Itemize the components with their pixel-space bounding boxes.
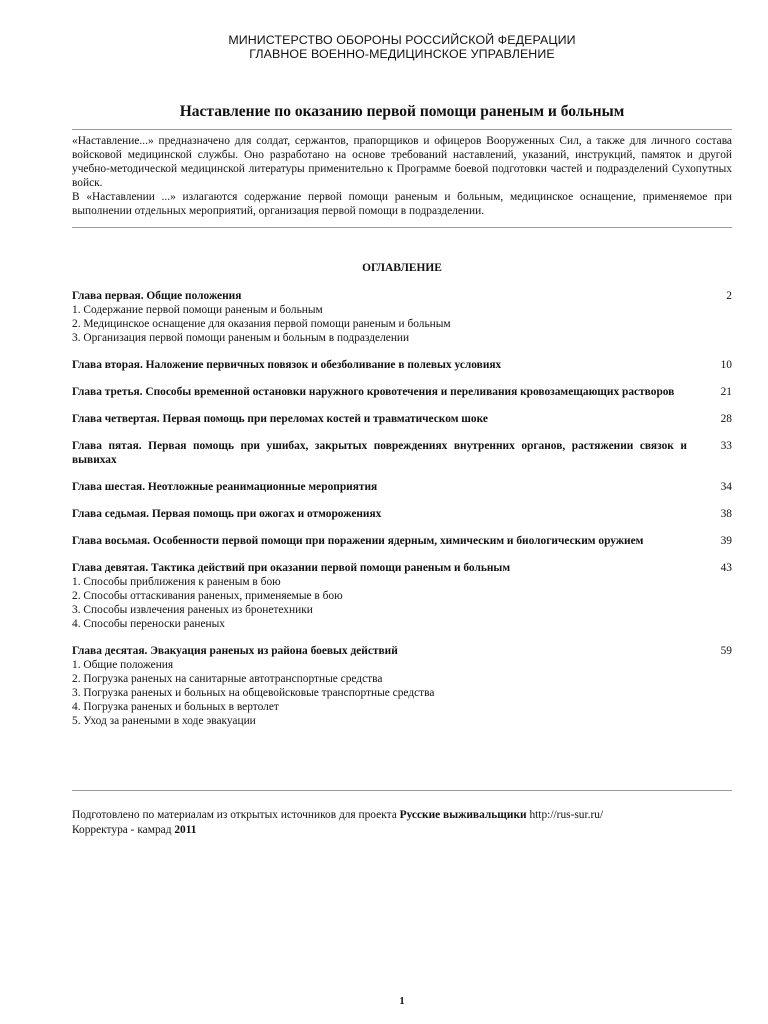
toc-section-item: 1. Содержание первой помощи раненым и больным <box>72 304 323 316</box>
ministry-header <box>72 33 732 61</box>
toc-section-item: 3. Способы извлечения раненых из бронетехники <box>72 604 313 616</box>
table-of-contents <box>72 289 732 741</box>
toc-chapter-page-number: 38 <box>720 508 732 520</box>
toc-chapter <box>72 412 732 426</box>
toc-chapter-page-number: 43 <box>720 562 732 574</box>
footer-year: 2011 <box>174 824 197 836</box>
toc-section-item: 4. Погрузка раненых и больных в вертолет <box>72 701 279 713</box>
footer-project-name: Русские выживальщики <box>399 809 527 821</box>
toc-section-item: 1. Способы приближения к раненым в бою <box>72 576 281 588</box>
document-title: Наставление по оказанию первой помощи раненым и больным <box>179 103 625 120</box>
toc-section-item: 4. Способы переноски раненых <box>72 618 225 630</box>
toc-chapter-title: Глава четвертая. Первая помощь при переломах костей и травматическом шоке <box>72 413 488 425</box>
toc-chapter-page-number: 39 <box>720 535 732 547</box>
toc-chapter-title: Глава девятая. Тактика действий при оказании первой помощи раненым и больным <box>72 562 511 574</box>
ministry-line-2: ГЛАВНОЕ ВОЕННО-МЕДИЦИНСКОЕ УПРАВЛЕНИЕ <box>249 47 555 61</box>
footer-credits <box>72 808 732 838</box>
intro-paragraph-2: В «Наставлении ...» излагаются содержание первой помощи раненым и больным, медицинское оснащение, применяемое при выполнении отдельных мероприятий, организация первой помощи в подразделении. <box>72 191 732 217</box>
toc-chapter <box>72 480 732 494</box>
toc-chapter-title: Глава восьмая. Особенности первой помощи при поражении ядерным, химическим и биологическим оружием <box>72 535 644 547</box>
toc-chapter-title: Глава седьмая. Первая помощь при ожогах и отморожениях <box>72 508 382 520</box>
toc-section-item: 2. Медицинское оснащение для оказания первой помощи раненым и больным <box>72 318 451 330</box>
toc-chapter-page-number: 33 <box>720 440 732 452</box>
toc-chapter-title: Глава десятая. Эвакуация раненых из района боевых действий <box>72 645 398 657</box>
toc-section-item: 2. Способы оттаскивания раненых, применяемые в бою <box>72 590 343 602</box>
toc-section-item: 5. Уход за ранеными в ходе эвакуации <box>72 715 256 727</box>
intro-text <box>72 134 732 218</box>
toc-chapter <box>72 289 732 345</box>
toc-chapter <box>72 644 732 728</box>
toc-chapter-page-number: 21 <box>720 386 732 398</box>
toc-chapter-title: Глава шестая. Неотложные реанимационные мероприятия <box>72 481 378 493</box>
divider-top <box>72 129 732 130</box>
toc-section-item: 2. Погрузка раненых на санитарные автотранспортные средства <box>72 673 383 685</box>
footer-source-line <box>72 808 732 823</box>
intro-paragraph-1: «Наставление...» предназначено для солдат, сержантов, прапорщиков и офицеров Вооруженных Сил, а также для личного состава войсковой медицинской службы. Оно разработано на основе требований наставлений, указаний, инструкций, памяток и другой учебно-методической медицинской литературы применительно к Программе боевой подготовки частей и подразделений Сухопутных войск. <box>72 135 732 189</box>
toc-heading: ОГЛАВЛЕНИЕ <box>362 262 442 274</box>
toc-chapter-page-number: 59 <box>720 645 732 657</box>
document-page <box>72 0 732 1024</box>
toc-section-item: 3. Погрузка раненых и больных на общевойсковые транспортные средства <box>72 687 435 699</box>
divider-bottom <box>72 790 732 791</box>
toc-section-item: 1. Общие положения <box>72 659 174 671</box>
toc-chapter <box>72 358 732 372</box>
toc-chapter-title: Глава пятая. Первая помощь при ушибах, закрытых повреждениях внутренних органов, растяжении связок и вывихах <box>72 440 687 466</box>
footer-proof-prefix: Корректура - камрад <box>72 824 175 836</box>
toc-section-item: 3. Организация первой помощи раненым и больным в подразделении <box>72 332 410 344</box>
toc-chapter-page-number: 34 <box>720 481 732 493</box>
toc-chapter <box>72 534 732 548</box>
toc-chapter <box>72 507 732 521</box>
toc-chapter <box>72 561 732 631</box>
footer-proofreading-line <box>72 823 732 838</box>
ministry-line-1: МИНИСТЕРСТВО ОБОРОНЫ РОССИЙСКОЙ ФЕДЕРАЦИИ <box>228 33 576 47</box>
toc-chapter-page-number: 2 <box>726 290 732 302</box>
page-number: 1 <box>399 996 405 1007</box>
toc-chapter <box>72 439 732 467</box>
toc-chapter-title: Глава первая. Общие положения <box>72 290 242 302</box>
toc-chapter-title: Глава третья. Способы временной остановки наружного кровотечения и переливания кровозамещающих растворов <box>72 386 675 398</box>
toc-chapter-page-number: 28 <box>720 413 732 425</box>
toc-chapter-title: Глава вторая. Наложение первичных повязок и обезболивание в полевых условиях <box>72 359 502 371</box>
footer-prefix: Подготовлено по материалам из открытых источников для проекта <box>72 809 400 821</box>
divider-intro <box>72 227 732 228</box>
footer-url-link[interactable]: http://rus-sur.ru/ <box>526 809 604 821</box>
toc-chapter-page-number: 10 <box>720 359 732 371</box>
toc-chapter <box>72 385 732 399</box>
